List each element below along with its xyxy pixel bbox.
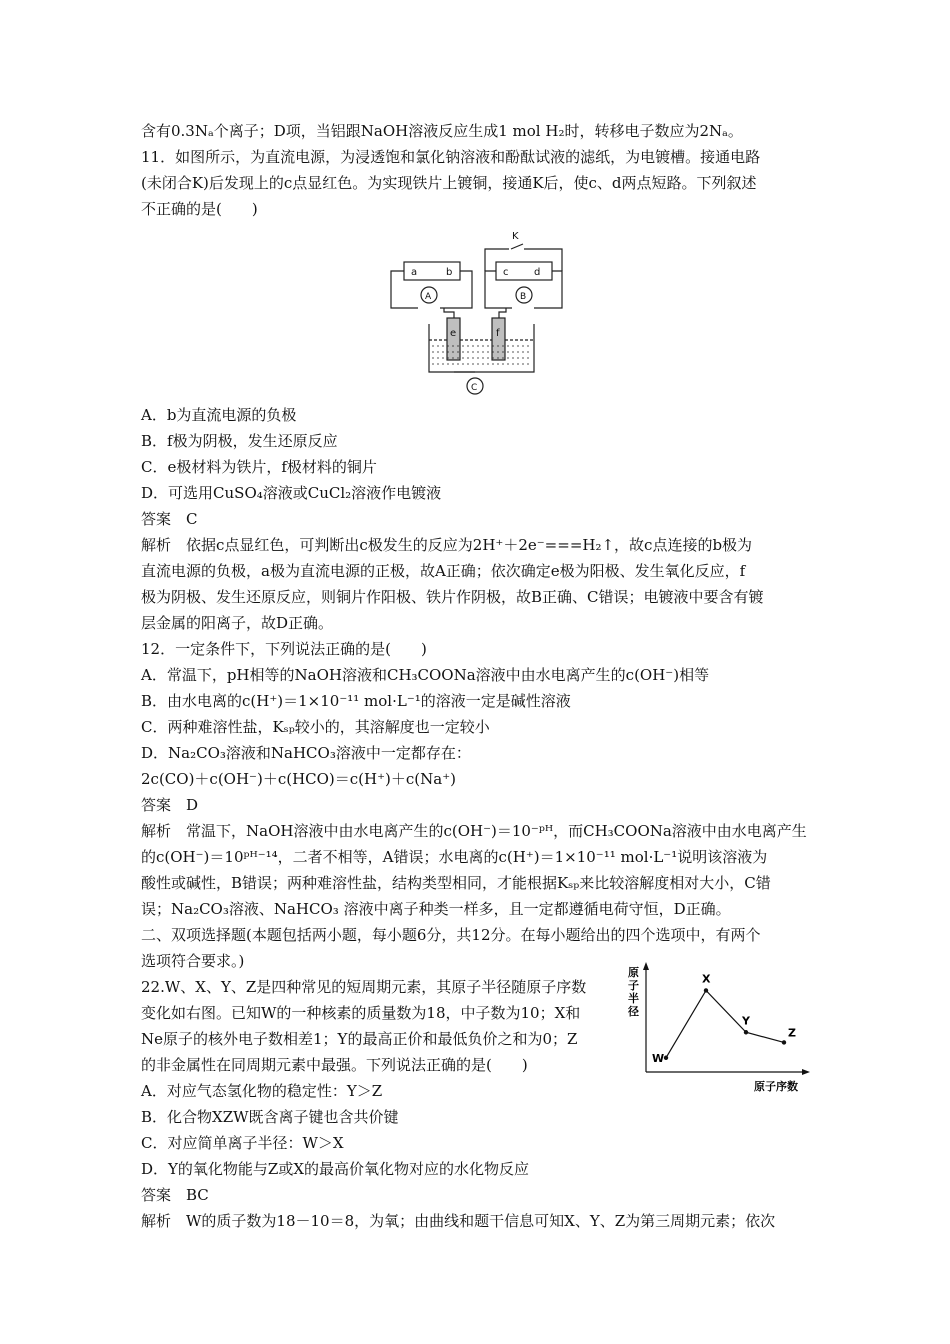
text-line: 层金属的阳离子，故D正确。 xyxy=(141,614,334,632)
point-label-x: X xyxy=(702,972,711,986)
circle-b-label: B xyxy=(520,292,527,302)
question-11: 11．如图所示，为直流电源，为浸透饱和氯化钠溶液和酚酞试液的滤纸，为电镀槽。接通电路 xyxy=(141,148,761,166)
option-a: A．对应气态氢化物的稳定性：Y＞Z xyxy=(141,1082,383,1100)
text-line: 极为阴极、发生还原反应，则铜片作阳极、铁片作阴极，故B正确、C错误；电镀液中要含有镀 xyxy=(141,588,764,606)
option-d: D．Na₂CO₃溶液和NaHCO₃溶液中一定都存在： xyxy=(141,744,471,762)
point-label-z: Z xyxy=(788,1026,796,1040)
answer-12: 答案 D xyxy=(141,796,199,814)
option-d: D．可选用CuSO₄溶液或CuCl₂溶液作电镀液 xyxy=(141,484,442,502)
radius-series-line xyxy=(666,990,784,1057)
electrode-f-label: f xyxy=(496,328,500,339)
text-line: 含有0.3Nₐ个离子；D项，当铝跟NaOH溶液反应生成1 mol H₂时，转移电子数应为2Nₐ。 xyxy=(141,122,743,140)
text-line: 变化如右图。已知W的一种核素的质量数为18，中子数为10；X和 xyxy=(141,1004,581,1022)
switch-k-label: K xyxy=(512,231,519,242)
x-axis-arrow xyxy=(802,1069,810,1075)
y-axis-arrow xyxy=(643,962,649,970)
point-label-y: Y xyxy=(742,1014,750,1028)
text-line: 的c(OH⁻)＝10ᵖᴴ⁻¹⁴，二者不相等，A错误；水电离的c(H⁺)＝1×10⁻¹¹ mol·L⁻¹说明该溶液为 xyxy=(141,848,768,866)
answer-22: 答案 BC xyxy=(141,1186,209,1204)
option-c: C．两种难溶性盐，Kₛₚ较小的，其溶解度也一定较小 xyxy=(141,718,490,736)
text-line: 酸性或碱性，B错误；两种难溶性盐，结构类型相同，才能根据Kₛₚ来比较溶解度相对大小，C错 xyxy=(141,874,771,892)
explanation-22: 解析 W的质子数为18－10＝8，为氧；由曲线和题干信息可知X、Y、Z为第三周期元素；依次 xyxy=(141,1212,776,1230)
text-line: 直流电源的负极，a极为直流电源的正极，故A正确；依次确定e极为阳极、发生氧化反应，f xyxy=(141,562,746,580)
point-b-label: b xyxy=(446,267,453,278)
circle-c-label: C xyxy=(471,383,478,393)
y-axis-label: 原子半径 xyxy=(628,966,639,1018)
point-c-label: c xyxy=(503,267,509,278)
electrode-e-label: e xyxy=(450,328,457,339)
text-line: 2c(CO)＋c(OH⁻)＋c(HCO)＝c(H⁺)＋c(Na⁺) xyxy=(141,770,456,788)
electrolysis-circuit-diagram xyxy=(384,222,574,400)
circle-a-label: A xyxy=(425,292,432,302)
option-c: C．e极材料为铁片，f极材料的铜片 xyxy=(141,458,377,476)
point-label-w: W xyxy=(652,1051,665,1065)
text-line: 的非金属性在同周期元素中最强。下列说法正确的是( ) xyxy=(141,1056,528,1074)
explanation-12: 解析 常温下，NaOH溶液中由水电离产生的c(OH⁻)＝10⁻ᵖᴴ，而CH₃COONa溶液中由水电离产生 xyxy=(141,822,807,840)
point-z xyxy=(782,1040,786,1044)
text-line: (未闭合K)后发现上的c点显红色。为实现铁片上镀铜，接通K后，使c、d两点短路。下列叙述 xyxy=(141,174,757,192)
option-d: D．Y的氧化物能与Z或X的最高价氧化物对应的水化物反应 xyxy=(141,1160,530,1178)
point-d-label: d xyxy=(534,267,541,278)
point-y xyxy=(744,1030,748,1034)
text-line: 误；Na₂CO₃溶液、NaHCO₃ 溶液中离子种类一样多，且一定都遵循电荷守恒，D正确。 xyxy=(141,900,731,918)
text-line: 不正确的是( ) xyxy=(141,200,258,218)
option-a: A．常温下，pH相等的NaOH溶液和CH₃COONa溶液中由水电离产生的c(OH⁻)相等 xyxy=(141,666,710,684)
answer-11: 答案 C xyxy=(141,510,198,528)
question-12: 12．一定条件下，下列说法正确的是( ) xyxy=(141,640,427,658)
option-b: B．由水电离的c(H⁺)＝1×10⁻¹¹ mol·L⁻¹的溶液一定是碱性溶液 xyxy=(141,692,571,710)
text-line: 选项符合要求。) xyxy=(141,952,245,970)
option-c: C．对应简单离子半径：W＞X xyxy=(141,1134,344,1152)
option-b: B．f极为阴极，发生还原反应 xyxy=(141,432,338,450)
atomic-radius-chart xyxy=(624,960,814,1092)
option-a: A．b为直流电源的负极 xyxy=(141,406,297,424)
point-a-label: a xyxy=(411,267,418,278)
x-axis-label: 原子序数 xyxy=(754,1080,798,1092)
text-line: Ne原子的核外电子数相差1；Y的最高正价和最低负价之和为0；Z xyxy=(141,1030,578,1048)
question-22: 22.W、X、Y、Z是四种常见的短周期元素，其原子半径随原子序数 xyxy=(141,978,587,996)
option-b: B．化合物XZW既含离子键也含共价键 xyxy=(141,1108,399,1126)
section-heading: 二、双项选择题(本题包括两小题，每小题6分，共12分。在每小题给出的四个选项中，有两个 xyxy=(141,926,761,944)
point-x xyxy=(704,988,708,992)
explanation-11: 解析 依据c点显红色，可判断出c极发生的反应为2H⁺＋2e⁻===H₂↑，故c点连接的b极为 xyxy=(141,536,753,554)
point-w xyxy=(664,1056,668,1060)
